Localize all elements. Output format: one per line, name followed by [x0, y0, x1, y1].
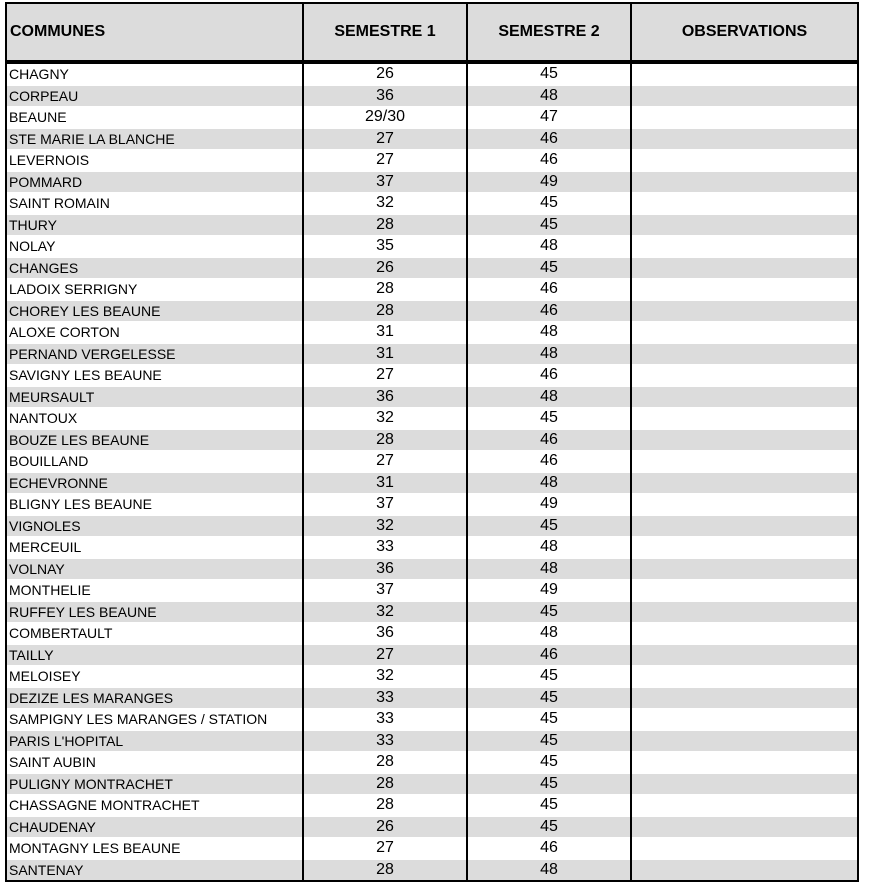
- commune-cell: STE MARIE LA BLANCHE: [6, 128, 303, 150]
- commune-cell: NOLAY: [6, 236, 303, 258]
- semestre-1-cell: 33: [303, 730, 467, 752]
- observations-cell: [631, 343, 858, 365]
- semestre-1-cell: 32: [303, 666, 467, 688]
- observations-cell: [631, 386, 858, 408]
- observations-cell: [631, 537, 858, 559]
- observations-cell: [631, 795, 858, 817]
- semestre-2-cell: 48: [467, 537, 631, 559]
- semestre-1-cell: 26: [303, 816, 467, 838]
- table-row: [6, 107, 858, 129]
- table-row: [6, 171, 858, 193]
- semestre-1-cell: 32: [303, 601, 467, 623]
- commune-cell: LADOIX SERRIGNY: [6, 279, 303, 301]
- semestre-1-cell: 31: [303, 472, 467, 494]
- table-row: [6, 429, 858, 451]
- semestre-1-cell: 36: [303, 386, 467, 408]
- table-row: [6, 214, 858, 236]
- observations-cell: [631, 752, 858, 774]
- semestre-1-cell: 27: [303, 150, 467, 172]
- semestre-1-cell: 32: [303, 408, 467, 430]
- observations-cell: [631, 515, 858, 537]
- commune-cell: NANTOUX: [6, 408, 303, 430]
- semestre-2-cell: 48: [467, 343, 631, 365]
- commune-cell: CHANGES: [6, 257, 303, 279]
- semestre-2-cell: 45: [467, 687, 631, 709]
- table-row: [6, 279, 858, 301]
- observations-cell: [631, 494, 858, 516]
- commune-cell: CHASSAGNE MONTRACHET: [6, 795, 303, 817]
- commune-cell: CHAUDENAY: [6, 816, 303, 838]
- semestre-2-cell: 45: [467, 752, 631, 774]
- observations-cell: [631, 193, 858, 215]
- table-row: [6, 472, 858, 494]
- semestre-2-cell: 48: [467, 386, 631, 408]
- semestre-2-cell: 45: [467, 408, 631, 430]
- semestre-2-cell: 46: [467, 365, 631, 387]
- semestre-1-cell: 28: [303, 279, 467, 301]
- semestre-2-cell: 48: [467, 859, 631, 881]
- semestre-2-cell: 45: [467, 666, 631, 688]
- table-row: [6, 752, 858, 774]
- semestre-2-cell: 46: [467, 150, 631, 172]
- semestre-1-cell: 27: [303, 451, 467, 473]
- semestre-1-cell: 28: [303, 752, 467, 774]
- semestre-1-cell: 27: [303, 644, 467, 666]
- semestre-1-cell: 26: [303, 257, 467, 279]
- observations-cell: [631, 687, 858, 709]
- semestre-2-cell: 45: [467, 795, 631, 817]
- observations-cell: [631, 62, 858, 85]
- table-row: [6, 451, 858, 473]
- observations-cell: [631, 666, 858, 688]
- observations-cell: [631, 300, 858, 322]
- commune-cell: PULIGNY MONTRACHET: [6, 773, 303, 795]
- communes-table: [5, 2, 859, 882]
- table-header: [6, 3, 858, 62]
- commune-cell: VOLNAY: [6, 558, 303, 580]
- header-observations: OBSERVATIONS: [631, 3, 858, 62]
- table-row: [6, 85, 858, 107]
- semestre-2-cell: 48: [467, 322, 631, 344]
- observations-cell: [631, 558, 858, 580]
- semestre-1-cell: 36: [303, 623, 467, 645]
- semestre-2-cell: 48: [467, 558, 631, 580]
- header-semestre-2: SEMESTRE 2: [467, 3, 631, 62]
- commune-cell: LEVERNOIS: [6, 150, 303, 172]
- observations-cell: [631, 279, 858, 301]
- commune-cell: MERCEUIL: [6, 537, 303, 559]
- semestre-2-cell: 45: [467, 730, 631, 752]
- commune-cell: CHOREY LES BEAUNE: [6, 300, 303, 322]
- commune-cell: ECHEVRONNE: [6, 472, 303, 494]
- semestre-2-cell: 45: [467, 515, 631, 537]
- observations-cell: [631, 773, 858, 795]
- semestre-2-cell: 45: [467, 773, 631, 795]
- semestre-1-cell: 28: [303, 300, 467, 322]
- table-row: [6, 730, 858, 752]
- observations-cell: [631, 214, 858, 236]
- observations-cell: [631, 623, 858, 645]
- table-row: [6, 343, 858, 365]
- semestre-1-cell: 32: [303, 193, 467, 215]
- commune-cell: POMMARD: [6, 171, 303, 193]
- semestre-2-cell: 45: [467, 709, 631, 731]
- semestre-2-cell: 45: [467, 601, 631, 623]
- observations-cell: [631, 408, 858, 430]
- commune-cell: SAINT AUBIN: [6, 752, 303, 774]
- observations-cell: [631, 365, 858, 387]
- semestre-2-cell: 45: [467, 193, 631, 215]
- commune-cell: MELOISEY: [6, 666, 303, 688]
- observations-cell: [631, 838, 858, 860]
- semestre-1-cell: 31: [303, 322, 467, 344]
- commune-cell: PARIS L'HOPITAL: [6, 730, 303, 752]
- semestre-2-cell: 46: [467, 128, 631, 150]
- table-row: [6, 408, 858, 430]
- semestre-1-cell: 27: [303, 365, 467, 387]
- table-row: [6, 644, 858, 666]
- commune-cell: BOUILLAND: [6, 451, 303, 473]
- semestre-2-cell: 49: [467, 494, 631, 516]
- semestre-1-cell: 28: [303, 859, 467, 881]
- table-row: [6, 859, 858, 881]
- semestre-1-cell: 27: [303, 128, 467, 150]
- semestre-1-cell: 28: [303, 773, 467, 795]
- observations-cell: [631, 128, 858, 150]
- semestre-1-cell: 27: [303, 838, 467, 860]
- table-row: [6, 300, 858, 322]
- semestre-2-cell: 45: [467, 62, 631, 85]
- semestre-1-cell: 37: [303, 494, 467, 516]
- semestre-2-cell: 48: [467, 623, 631, 645]
- commune-cell: BOUZE LES BEAUNE: [6, 429, 303, 451]
- semestre-1-cell: 35: [303, 236, 467, 258]
- semestre-2-cell: 49: [467, 171, 631, 193]
- semestre-2-cell: 46: [467, 300, 631, 322]
- table-row: [6, 386, 858, 408]
- semestre-1-cell: 37: [303, 171, 467, 193]
- semestre-1-cell: 26: [303, 62, 467, 85]
- table-row: [6, 515, 858, 537]
- commune-cell: SAMPIGNY LES MARANGES / STATION: [6, 709, 303, 731]
- header-semestre-1: SEMESTRE 1: [303, 3, 467, 62]
- observations-cell: [631, 150, 858, 172]
- observations-cell: [631, 580, 858, 602]
- commune-cell: DEZIZE LES MARANGES: [6, 687, 303, 709]
- observations-cell: [631, 451, 858, 473]
- semestre-1-cell: 36: [303, 558, 467, 580]
- commune-cell: MONTAGNY LES BEAUNE: [6, 838, 303, 860]
- semestre-1-cell: 33: [303, 687, 467, 709]
- table-row: [6, 773, 858, 795]
- semestre-2-cell: 45: [467, 257, 631, 279]
- observations-cell: [631, 816, 858, 838]
- semestre-2-cell: 49: [467, 580, 631, 602]
- table-row: [6, 838, 858, 860]
- observations-cell: [631, 322, 858, 344]
- header-communes: COMMUNES: [6, 3, 303, 62]
- observations-cell: [631, 107, 858, 129]
- semestre-2-cell: 48: [467, 85, 631, 107]
- table-body: [6, 62, 858, 881]
- semestre-1-cell: 32: [303, 515, 467, 537]
- semestre-2-cell: 46: [467, 279, 631, 301]
- commune-cell: THURY: [6, 214, 303, 236]
- semestre-1-cell: 33: [303, 709, 467, 731]
- semestre-1-cell: 29/30: [303, 107, 467, 129]
- commune-cell: MEURSAULT: [6, 386, 303, 408]
- semestre-2-cell: 46: [467, 429, 631, 451]
- commune-cell: SAVIGNY LES BEAUNE: [6, 365, 303, 387]
- table-row: [6, 128, 858, 150]
- semestre-1-cell: 28: [303, 429, 467, 451]
- commune-cell: BEAUNE: [6, 107, 303, 129]
- semestre-2-cell: 46: [467, 451, 631, 473]
- table-row: [6, 687, 858, 709]
- semestre-2-cell: 48: [467, 472, 631, 494]
- observations-cell: [631, 257, 858, 279]
- commune-cell: CHAGNY: [6, 62, 303, 85]
- observations-cell: [631, 85, 858, 107]
- table-row: [6, 666, 858, 688]
- table-row: [6, 601, 858, 623]
- table-row: [6, 193, 858, 215]
- commune-cell: SAINT ROMAIN: [6, 193, 303, 215]
- table-row: [6, 558, 858, 580]
- semestre-1-cell: 28: [303, 795, 467, 817]
- observations-cell: [631, 236, 858, 258]
- observations-cell: [631, 472, 858, 494]
- table-row: [6, 537, 858, 559]
- observations-cell: [631, 171, 858, 193]
- table-row: [6, 623, 858, 645]
- semestre-1-cell: 37: [303, 580, 467, 602]
- observations-cell: [631, 601, 858, 623]
- semestre-2-cell: 46: [467, 838, 631, 860]
- table-row: [6, 257, 858, 279]
- observations-cell: [631, 709, 858, 731]
- observations-cell: [631, 644, 858, 666]
- observations-cell: [631, 429, 858, 451]
- table-row: [6, 795, 858, 817]
- table-row: [6, 322, 858, 344]
- commune-cell: COMBERTAULT: [6, 623, 303, 645]
- header-row: [6, 3, 858, 62]
- table-row: [6, 816, 858, 838]
- commune-cell: BLIGNY LES BEAUNE: [6, 494, 303, 516]
- semestre-2-cell: 48: [467, 236, 631, 258]
- commune-cell: SANTENAY: [6, 859, 303, 881]
- semestre-2-cell: 47: [467, 107, 631, 129]
- observations-cell: [631, 730, 858, 752]
- commune-cell: CORPEAU: [6, 85, 303, 107]
- commune-cell: PERNAND VERGELESSE: [6, 343, 303, 365]
- table-row: [6, 580, 858, 602]
- semestre-1-cell: 31: [303, 343, 467, 365]
- commune-cell: VIGNOLES: [6, 515, 303, 537]
- commune-cell: MONTHELIE: [6, 580, 303, 602]
- semestre-2-cell: 46: [467, 644, 631, 666]
- table-row: [6, 709, 858, 731]
- observations-cell: [631, 859, 858, 881]
- communes-table-wrapper: [5, 2, 859, 882]
- semestre-2-cell: 45: [467, 816, 631, 838]
- table-row: [6, 62, 858, 85]
- commune-cell: RUFFEY LES BEAUNE: [6, 601, 303, 623]
- commune-cell: TAILLY: [6, 644, 303, 666]
- table-row: [6, 150, 858, 172]
- table-row: [6, 236, 858, 258]
- semestre-2-cell: 45: [467, 214, 631, 236]
- table-row: [6, 494, 858, 516]
- semestre-1-cell: 36: [303, 85, 467, 107]
- semestre-1-cell: 28: [303, 214, 467, 236]
- semestre-1-cell: 33: [303, 537, 467, 559]
- commune-cell: ALOXE CORTON: [6, 322, 303, 344]
- table-row: [6, 365, 858, 387]
